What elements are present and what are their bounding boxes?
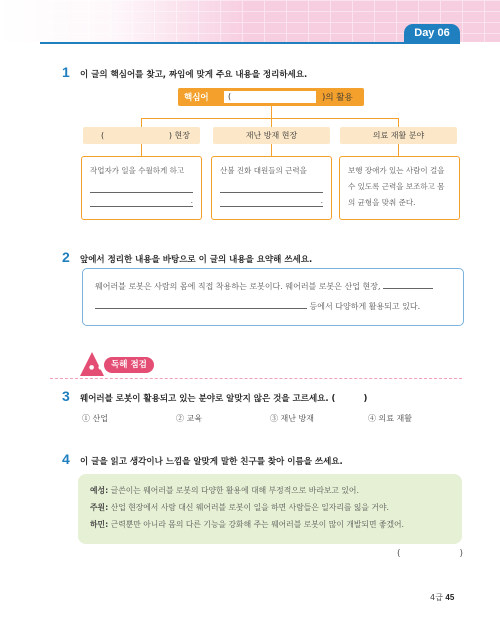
section-divider	[50, 378, 462, 379]
statement-yeseong	[90, 482, 450, 499]
answer-line[interactable]	[220, 193, 323, 207]
page-footer	[430, 592, 454, 603]
category-disaster: 재난 방재 현장	[213, 127, 330, 144]
q3-close-paren: )	[363, 394, 368, 404]
period: .	[190, 196, 193, 205]
open-paren: (	[397, 549, 401, 559]
q1-number: 1	[62, 64, 70, 80]
card-industry-text: 작업자가 일을 수월하게 하고	[90, 166, 185, 175]
statement-text: 글쓴이는 웨어러블 로봇의 다양한 활용에 대해 부정적으로 바라보고 있어.	[110, 486, 359, 495]
statement-hamin	[90, 516, 450, 533]
card-disaster	[211, 156, 332, 220]
q2-prompt: 앞에서 정리한 내용을 바탕으로 이 글의 내용을 요약해 쓰세요.	[80, 255, 313, 265]
keyword-label: 핵심어	[184, 93, 209, 103]
statement-text: 산업 현장에서 사람 대신 웨어러블 로봇이 일을 하면 사람들은 일자리를 잃을 거야.	[110, 503, 389, 512]
card-medical	[339, 156, 460, 220]
q3-number: 3	[62, 388, 70, 404]
category-medical: 의료 재활 분야	[340, 127, 457, 144]
q2-number: 2	[62, 249, 70, 265]
keyword-answer-field[interactable]	[224, 91, 316, 103]
q1-prompt: 이 글의 핵심어를 찾고, 짜임에 맞게 주요 내용을 정리하세요.	[80, 70, 308, 80]
summary-text-end: 등에서 다양하게 활용되고 있다.	[309, 302, 421, 311]
tree-drop	[271, 118, 272, 127]
answer-line[interactable]	[220, 179, 323, 193]
q4-prompt: 이 글을 읽고 생각이나 느낌을 알맞게 말한 친구를 찾아 이름을 쓰세요.	[80, 457, 343, 467]
keyword-open-paren: (	[228, 92, 232, 101]
answer-blank[interactable]	[95, 300, 307, 309]
choice-3[interactable]: ③ 재난 방재	[270, 414, 314, 423]
choice-4[interactable]: ④ 의료 재활	[368, 414, 412, 423]
mascot-eyes-icon: ● ●	[89, 364, 105, 371]
speaker-name: 하민:	[90, 520, 109, 529]
statement-text: 근력뿐만 아니라 몸의 다른 기능을 강화해 주는 웨어러블 로봇이 많이 개발되면 좋겠어.	[110, 520, 405, 529]
q3-prompt-text: 웨어러블 로봇이 활용되고 있는 분야로 알맞지 않은 것을 고르세요. (	[80, 394, 336, 404]
summary-text: 웨어러블 로봇은 사람의 몸에 직접 착용하는 로봇이다. 웨어러블 로봇은 산업 현장,	[95, 282, 381, 291]
card-industry	[81, 156, 202, 220]
answer-line[interactable]	[90, 179, 193, 193]
tree-drop	[141, 118, 142, 127]
tree-branch	[141, 118, 398, 119]
answer-blank[interactable]	[383, 280, 433, 289]
summary-line-2	[95, 297, 451, 317]
statements-box	[78, 474, 462, 544]
card-connector	[398, 144, 399, 156]
keyword-suffix: )의 활용	[322, 93, 353, 103]
q3-prompt	[80, 392, 367, 404]
statement-juwon	[90, 499, 450, 516]
tree-drop	[398, 118, 399, 127]
speaker-name: 예성:	[90, 486, 109, 495]
period: .	[320, 196, 323, 205]
header-divider	[40, 42, 460, 44]
reading-check-label: 독해 점검	[104, 357, 154, 373]
card-disaster-text: 산불 진화 대원들의 근력을	[220, 166, 307, 175]
q4-answer-field[interactable]	[397, 549, 463, 559]
category-close-label: ) 현장	[168, 131, 190, 140]
choice-1[interactable]: ① 산업	[82, 414, 108, 423]
grade-label: 4급	[430, 593, 443, 602]
tree-connector	[271, 106, 272, 118]
speaker-name: 주원:	[90, 503, 109, 512]
page-number: 45	[445, 593, 455, 602]
summary-box	[82, 268, 464, 326]
category-industry	[83, 127, 200, 144]
answer-line[interactable]	[90, 193, 193, 207]
card-connector	[141, 144, 142, 156]
keyword-box	[178, 88, 364, 106]
day-badge: Day 06	[404, 24, 460, 42]
choice-2[interactable]: ② 교육	[176, 414, 202, 423]
card-connector	[271, 144, 272, 156]
header-fade	[0, 0, 250, 42]
close-paren: )	[459, 549, 463, 559]
card-medical-text: 보행 장애가 있는 사람이 걸을 수 있도록 근력을 보조하고 몸의 균형을 맞춰 준다.	[348, 166, 445, 207]
category-open-paren: (	[101, 131, 105, 140]
summary-line-1	[95, 277, 451, 297]
q4-number: 4	[62, 451, 70, 467]
